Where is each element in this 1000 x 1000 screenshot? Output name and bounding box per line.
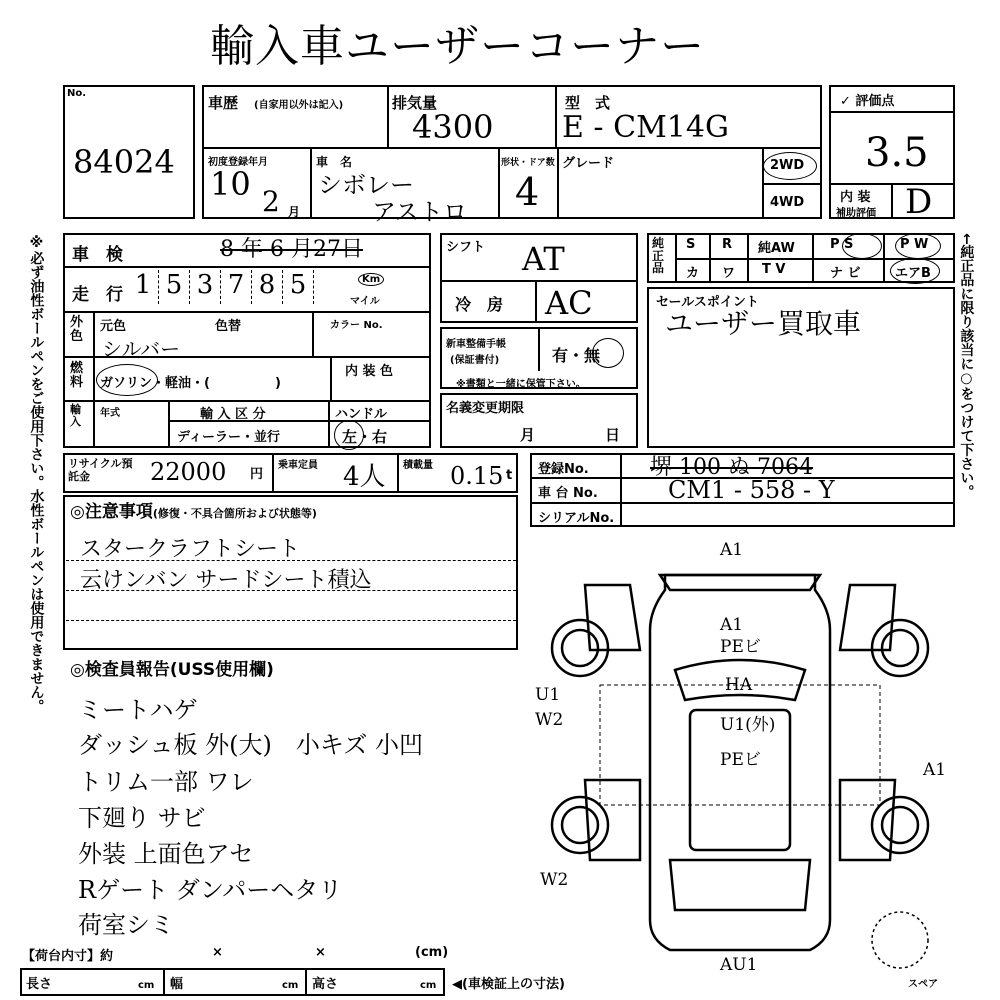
- ac-value: AC: [545, 284, 593, 322]
- handle-label: ハンドル: [335, 407, 388, 422]
- original-color-label: 元色: [100, 319, 127, 334]
- equip-tv: T V: [762, 262, 786, 277]
- interior-label: 内 装: [840, 190, 871, 205]
- import-sub: 年式: [100, 408, 120, 419]
- shift-label: シフト: [446, 240, 486, 255]
- inspector-line-1: ミートハゲ: [78, 696, 198, 724]
- right-note: ←純正品に限り該当に○をつけて下さい。: [958, 233, 975, 499]
- import-label: 輸入: [70, 403, 81, 429]
- inspector-line-3: トリム一部 ワレ: [78, 768, 254, 796]
- mileage-digit: 1: [128, 270, 159, 304]
- inspector-label: ◎検査員報告(USS使用欄): [70, 660, 274, 680]
- rating-label: ✓ 評価点: [840, 94, 895, 109]
- name-line1: シボレー: [318, 171, 414, 199]
- recycle-unit: 円: [250, 467, 264, 482]
- cargo-label: 【荷台内寸】約: [22, 949, 114, 964]
- interior-sub: 補助評価: [836, 208, 876, 219]
- diagram-mark: W2: [535, 710, 564, 730]
- drive-2wd-circle: [763, 152, 817, 180]
- chassis-value: CM1 - 558 - Y: [668, 476, 835, 504]
- mileage-digit: 7: [221, 270, 252, 304]
- chassis-label: 車 台 No.: [538, 486, 598, 501]
- dim-box: [20, 968, 445, 996]
- recycle-label: リサイクル預託金: [68, 457, 133, 483]
- mileage-digit: 8: [252, 270, 283, 304]
- capacity-value: 4人: [343, 462, 386, 492]
- equip-pw-circle: [895, 233, 941, 259]
- int-color-label: 内 装 色: [345, 364, 394, 379]
- handle-value: 左・右: [342, 428, 388, 446]
- load-value: 0.15: [450, 462, 504, 490]
- equip-wa: ワ: [722, 266, 736, 281]
- equip-ps: P S: [830, 237, 854, 252]
- no-label: No.: [67, 88, 87, 99]
- cargo-x-2: ×: [315, 945, 326, 960]
- cargo-x-1: ×: [212, 945, 223, 960]
- inspector-line-2: ダッシュ板 外(大) 小キズ 小凹: [78, 731, 424, 759]
- name-line2: アストロ: [372, 198, 468, 226]
- first-reg-month: 2: [262, 185, 280, 218]
- displacement-value: 4300: [412, 108, 494, 146]
- page-title: 輸入車ユーザーコーナー: [210, 21, 705, 72]
- equip-pw: P W: [900, 237, 929, 252]
- diagram-mark: W2: [540, 870, 569, 890]
- dim-note: ◀(車検証上の寸法): [452, 977, 565, 992]
- diagram-mark: A1: [720, 540, 744, 560]
- diagram-mark: A1: [720, 615, 744, 635]
- manual-sub: (保証書付): [450, 355, 500, 366]
- fuel-circle: [96, 364, 158, 396]
- inspector-line-5: 外装 上面色アセ: [78, 840, 254, 868]
- drive-2wd: 2WD: [770, 158, 805, 173]
- sales-point-value: ユーザー買取車: [665, 307, 862, 340]
- diagram-mark: AU1: [720, 955, 758, 970]
- mile-label: マイル: [350, 296, 380, 307]
- length-label: 長さ: [26, 977, 53, 992]
- caution-line-2: 云けンバン サードシート積込: [80, 568, 372, 593]
- km-label: Km: [358, 273, 384, 286]
- diagram-mark: U1(外): [720, 715, 776, 735]
- name-change-label: 名義変更期限: [446, 401, 525, 416]
- equip-label: 純正品: [652, 236, 665, 276]
- manual-note: ※書類と一緒に保管下さい。: [456, 379, 586, 390]
- equip-aw: 純AW: [758, 241, 795, 256]
- mileage-digit: 3: [190, 270, 221, 304]
- manual-circle: [592, 338, 624, 368]
- first-reg-month-unit: 月: [288, 205, 301, 219]
- inspection-value: 8 年 6 月27日: [220, 237, 363, 262]
- repaint-label: 色替: [215, 319, 242, 334]
- inspector-line-7: 荷室シミ: [78, 911, 174, 939]
- car-diagram: [530, 530, 960, 970]
- mileage-digit: 5: [283, 270, 314, 304]
- import-type-value: ディーラー・並行: [177, 430, 280, 445]
- doors-value: 4: [515, 170, 540, 214]
- model-label: 型 式: [565, 94, 611, 112]
- history-note: (自家用以外は記入): [254, 100, 344, 111]
- name-change-day: 日: [605, 426, 621, 444]
- first-reg-label: 初度登録年月: [208, 157, 268, 168]
- length-cm: cm: [138, 980, 155, 991]
- manual-value: 有・無: [552, 346, 601, 365]
- mileage-digits: [128, 270, 314, 304]
- equip-sr-r: R: [722, 237, 733, 252]
- model-value: E - CM14G: [562, 110, 729, 145]
- first-reg-year: 10: [210, 165, 251, 203]
- inspection-label: 車 検: [72, 245, 123, 265]
- left-note: ※必ず油性ボールペンをご使用下さい。水性ボールペンは使用できません。: [28, 235, 45, 713]
- grade-label: グレード: [562, 156, 615, 171]
- equip-sr-s: S: [686, 237, 696, 252]
- width-cm: cm: [282, 980, 299, 991]
- diagram-mark: HA: [725, 675, 753, 695]
- equip-ka: カ: [686, 266, 700, 281]
- equip-airbag-circle: [890, 258, 940, 284]
- equip-ps-circle: [842, 233, 882, 259]
- reg-no-label: 登録No.: [538, 462, 589, 477]
- cargo-unit: (cm): [415, 945, 449, 960]
- caution-label: ◎注意事項(修復・不具合箇所および状態等): [70, 502, 317, 522]
- handle-circle: [334, 420, 364, 450]
- ac-label: 冷 房: [455, 295, 504, 314]
- name-label: 車 名: [316, 155, 353, 169]
- diagram-mark: A1: [923, 760, 947, 780]
- history-label: 車歴: [208, 94, 239, 112]
- capacity-label: 乗車定員: [278, 460, 318, 471]
- sales-point-label: セールスポイント: [656, 295, 759, 310]
- fuel-options: ガソリン・軽油・( ): [100, 376, 281, 391]
- mileage-digit: 5: [159, 270, 190, 304]
- load-label: 積載量: [403, 460, 433, 471]
- height-label: 高さ: [312, 977, 339, 992]
- diagram-mark: PEビ: [720, 750, 761, 770]
- rating-value: 3.5: [865, 130, 929, 176]
- equip-airbag: エアB: [895, 266, 931, 281]
- diagram-mark: PEビ: [720, 637, 761, 657]
- color-no-label: カラー No.: [330, 320, 383, 331]
- shift-value: AT: [522, 240, 565, 278]
- spare-label: スペア: [908, 979, 938, 990]
- inspector-line-6: Rゲート ダンパーヘタリ: [78, 876, 343, 904]
- load-unit: t: [506, 468, 513, 483]
- mileage-label: 走 行: [72, 285, 123, 305]
- displacement-label: 排気量: [392, 94, 438, 112]
- color-value: シルバー: [102, 337, 181, 361]
- equip-navi: ナ ビ: [830, 266, 861, 281]
- caution-line-1: スタークラフトシート: [80, 537, 301, 562]
- name-change-month: 月: [520, 426, 536, 444]
- no-value: 84024: [73, 143, 175, 181]
- width-label: 幅: [170, 977, 184, 992]
- fuel-label: 燃料: [70, 361, 84, 391]
- import-type-label: 輸 入 区 分: [200, 407, 266, 422]
- interior-value: D: [905, 182, 933, 222]
- serial-label: シリアルNo.: [538, 511, 615, 526]
- inspector-line-4: 下廻り サビ: [78, 804, 206, 832]
- height-cm: cm: [420, 980, 437, 991]
- drive-4wd: 4WD: [770, 195, 805, 210]
- doors-label: 形状・ドア数: [501, 158, 555, 168]
- ext-color-label: 外色: [70, 315, 84, 345]
- diagram-mark: U1: [535, 685, 561, 705]
- recycle-value: 22000: [150, 458, 227, 486]
- reg-no-value: 堺 100 ぬ 7064: [650, 455, 813, 480]
- manual-label: 新車整備手帳: [446, 339, 506, 350]
